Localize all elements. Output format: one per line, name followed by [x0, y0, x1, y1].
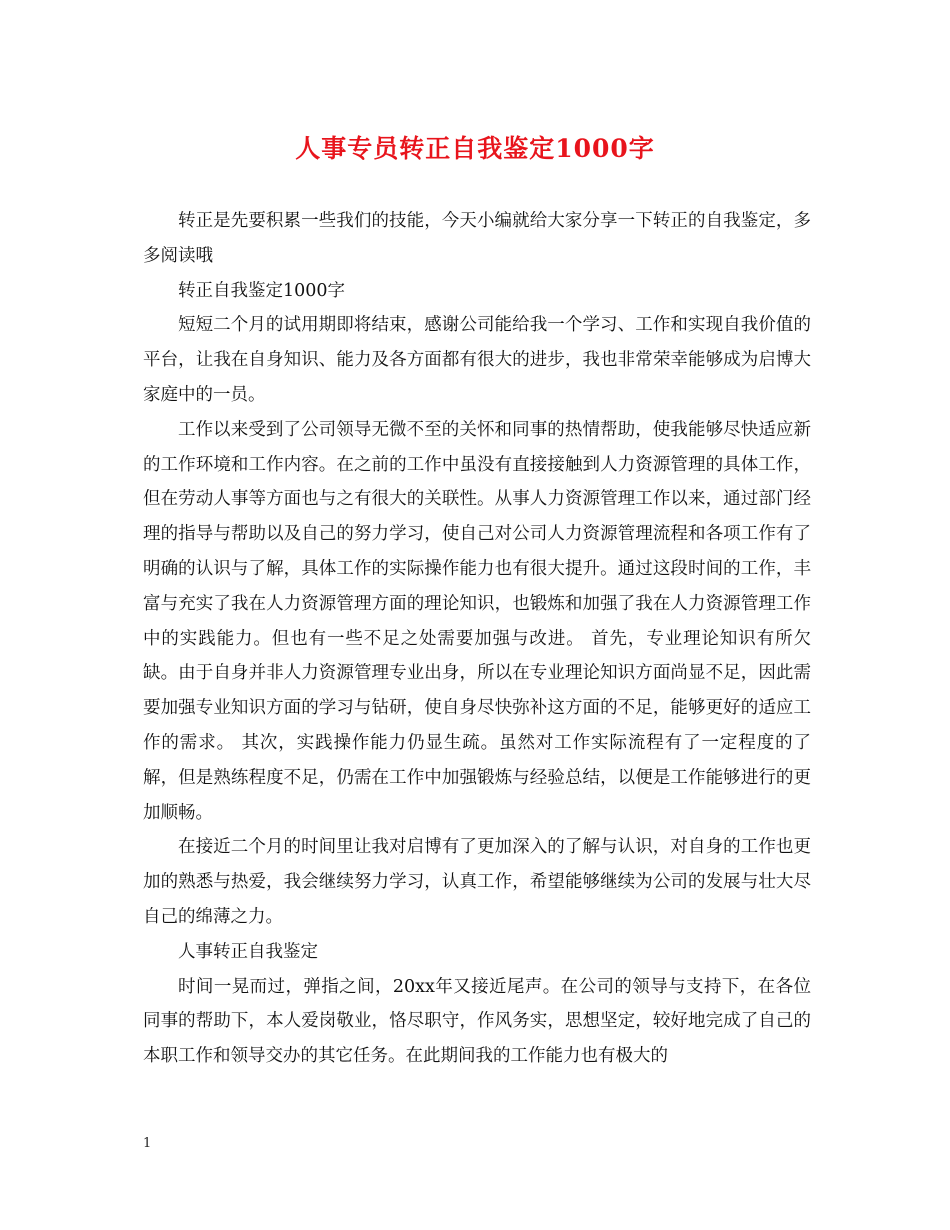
paragraph-1: 短短二个月的试用期即将结束，感谢公司能给我一个学习、工作和实现自我价值的平台，让我在自身知识、能力及各方面都有很大的进步，我也非常荣幸能够成为启博大家庭中的一员。 — [143, 315, 811, 405]
page-number: 1 — [143, 1136, 152, 1151]
paragraph-intro: 转正是先要积累一些我们的技能，今天小编就给大家分享一下转正的自我鉴定，多多阅读哦 — [143, 211, 811, 266]
paragraph-3: 在接近二个月的时间里让我对启博有了更加深入的了解与认识，对自身的工作也更加的熟悉与热爱，我会继续努力学习，认真工作，希望能够继续为公司的发展与壮大尽自己的绵薄之力。 — [143, 837, 811, 927]
paragraph-4: 时间一晃而过，弹指之间，20xx年又接近尾声。在公司的领导与支持下，在各位同事的帮助下，本人爱岗敬业，恪尽职守，作风务实，思想坚定，较好地完成了自己的本职工作和领导交办的其它任务。在此期间我的工作能力也有极大的 — [143, 976, 811, 1067]
section-heading-1: 转正自我鉴定1000字 — [178, 280, 346, 301]
paragraph-2: 工作以来受到了公司领导无微不至的关怀和同事的热情帮助，使我能够尽快适应新的工作环境和工作内容。在之前的工作中虽没有直接接触到人力资源管理的具体工作，但在劳动人事等方面也与之有很大的关联性。从事人力资源管理工作以来，通过部门经理的指导与帮助以及自己的努力学习，使自己对公司人力资源管理流程和各项工作有了明确的认识与了解，具体工作的实际操作能力也有很大提升。通过这段时间的工作，丰富与充实了我在人力资源管理方面的理论知识，也锻炼和加强了我在人力资源管理工作中的实践能力。但也有一些不足之处需要加强与改进。 首先，专业理论知识有所欠缺。由于自身并非人力资源管理专业出身，所以在专业理论知识方面尚显不足，因此需要加强专业知识方面的学习与钻研，使自身尽快弥补这方面的不足，能够更好的适应工作的需求。 其次，实践操作能力仍显生疏。虽然对工作实际流程有了一定程度的了解，但是熟练程度不足，仍需在工作中加强锻炼与经验总结，以便是工作能够进行的更加顺畅。 — [143, 419, 811, 823]
document-body — [143, 204, 811, 1074]
section-heading-2: 人事转正自我鉴定 — [178, 941, 318, 962]
document-title: 人事专员转正自我鉴定1000字 — [295, 134, 655, 163]
